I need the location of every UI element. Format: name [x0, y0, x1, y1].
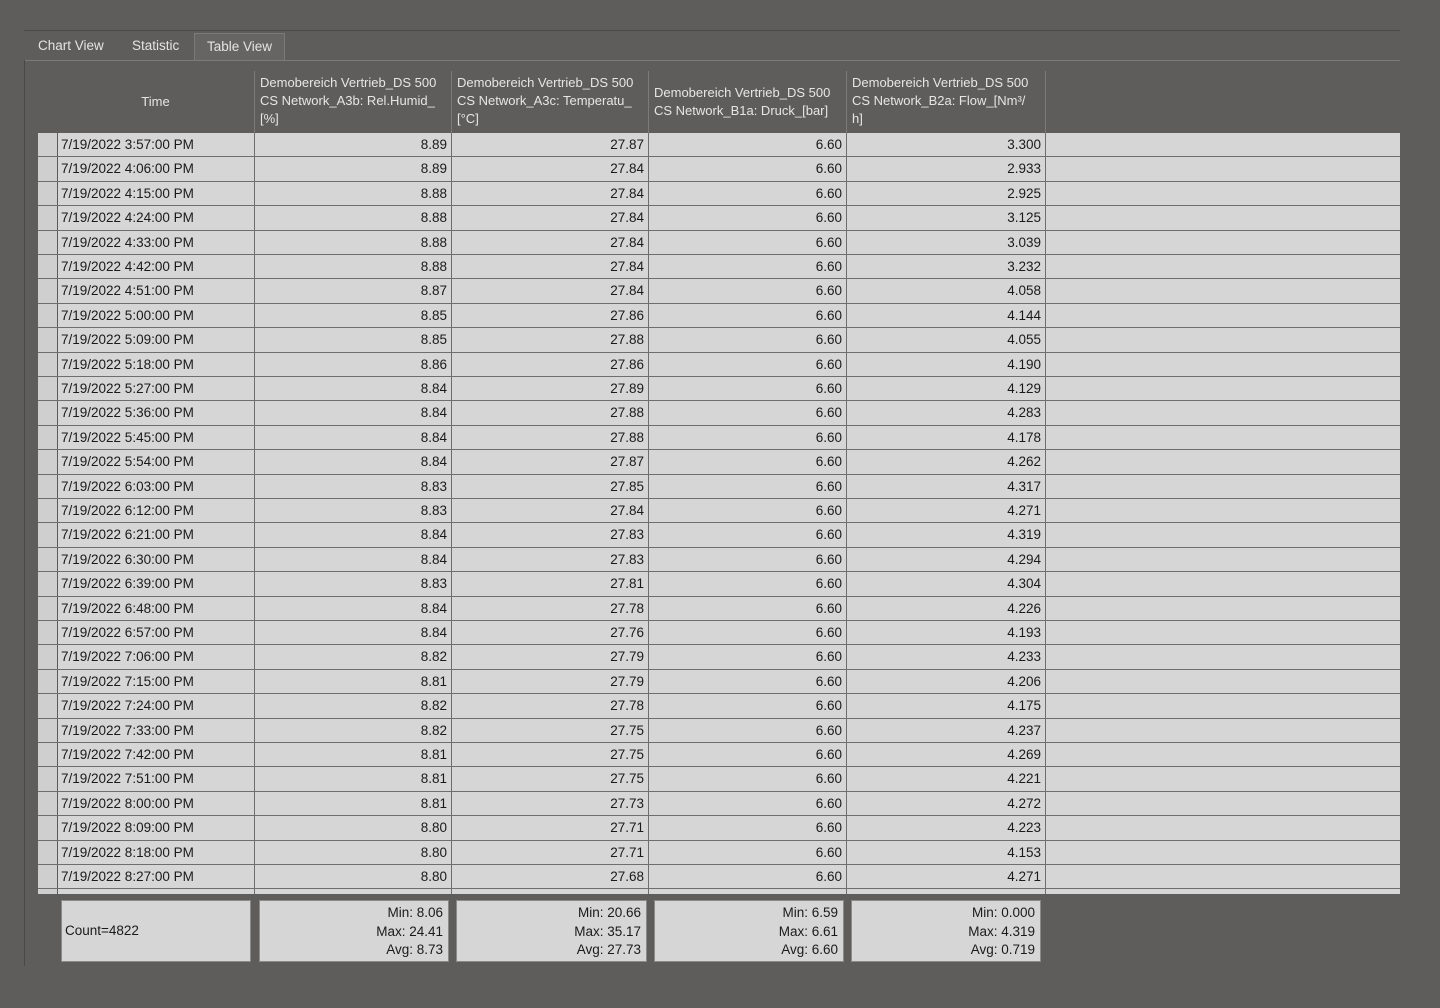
cell-time[interactable]: 7/19/2022 5:36:00 PM: [57, 401, 255, 424]
cell-filler[interactable]: [1046, 133, 1400, 156]
cell-value[interactable]: 6.60: [649, 231, 847, 254]
cell-value[interactable]: 3.300: [847, 133, 1046, 156]
table-row[interactable]: [38, 450, 1400, 474]
cell-value[interactable]: 27.84: [452, 255, 649, 278]
cell-value[interactable]: 27.75: [452, 743, 649, 766]
cell-value[interactable]: 27.83: [452, 523, 649, 546]
cell-value[interactable]: 27.78: [452, 694, 649, 717]
cell-time[interactable]: 7/19/2022 5:00:00 PM: [57, 304, 255, 327]
table-row[interactable]: [38, 670, 1400, 694]
cell-value[interactable]: 27.75: [452, 719, 649, 742]
table-row[interactable]: [38, 743, 1400, 767]
cell-value[interactable]: 8.88: [255, 255, 452, 278]
cell-value[interactable]: 6.60: [649, 377, 847, 400]
cell-time[interactable]: 7/19/2022 8:00:00 PM: [57, 792, 255, 815]
cell-value[interactable]: 6.60: [649, 304, 847, 327]
column-header-line: [°C]: [457, 111, 479, 126]
cell-time[interactable]: 7/19/2022 5:54:00 PM: [57, 450, 255, 473]
cell-filler[interactable]: [1046, 597, 1400, 620]
column-header-flow[interactable]: [847, 71, 1046, 133]
cell-value[interactable]: 4.237: [847, 719, 1046, 742]
cell-value[interactable]: 27.76: [452, 621, 649, 644]
grid-body: [38, 133, 1400, 894]
cell-value[interactable]: 6.60: [649, 865, 847, 888]
table-row[interactable]: [38, 157, 1400, 181]
cell-value[interactable]: 4.272: [847, 792, 1046, 815]
cell-value[interactable]: 4.271: [847, 499, 1046, 522]
cell-value[interactable]: 27.87: [452, 450, 649, 473]
stat-min: Min: 6.59: [782, 905, 838, 920]
cell-value[interactable]: 4.206: [847, 670, 1046, 693]
stat-summary-rel-humid: [259, 900, 449, 962]
cell-time[interactable]: 7/19/2022 6:57:00 PM: [57, 621, 255, 644]
cell-value[interactable]: 4.129: [847, 377, 1046, 400]
cell-filler[interactable]: [1046, 255, 1400, 278]
cell-value[interactable]: 6.60: [649, 792, 847, 815]
cell-value[interactable]: 8.84: [255, 377, 452, 400]
table-row[interactable]: [38, 621, 1400, 645]
cell-value[interactable]: 8.84: [255, 523, 452, 546]
stat-summary-flow: [851, 900, 1041, 962]
cell-value[interactable]: 8.84: [255, 548, 452, 571]
cell-value[interactable]: 4.144: [847, 304, 1046, 327]
cell-value[interactable]: 4.223: [847, 816, 1046, 839]
cell-value[interactable]: 27.73: [452, 792, 649, 815]
cell-filler[interactable]: [1046, 182, 1400, 205]
cell-value[interactable]: 27.86: [452, 353, 649, 376]
column-header-line: Demobereich Vertrieb_DS 500: [260, 75, 437, 90]
cell-value[interactable]: 8.87: [255, 279, 452, 302]
cell-value[interactable]: 4.319: [847, 523, 1046, 546]
cell-value[interactable]: 6.60: [649, 548, 847, 571]
cell-value[interactable]: 6.60: [649, 182, 847, 205]
cell-value[interactable]: 4.193: [847, 621, 1046, 644]
summary-footer: [38, 894, 1400, 966]
column-header-row: [38, 71, 1400, 133]
cell-filler[interactable]: [1046, 475, 1400, 498]
cell-value[interactable]: 4.055: [847, 328, 1046, 351]
cell-value[interactable]: 4.226: [847, 597, 1046, 620]
column-header-druck[interactable]: [649, 71, 847, 133]
cell-value[interactable]: 8.81: [255, 792, 452, 815]
cell-value[interactable]: 6.60: [649, 645, 847, 668]
cell-value[interactable]: 8.85: [255, 304, 452, 327]
cell-value[interactable]: 27.84: [452, 499, 649, 522]
cell-value[interactable]: 3.125: [847, 206, 1046, 229]
cell-value[interactable]: 8.88: [255, 206, 452, 229]
cell-value[interactable]: 27.89: [452, 377, 649, 400]
stat-avg: Avg: 27.73: [576, 942, 641, 957]
stat-max: Max: 4.319: [968, 923, 1035, 939]
cell-value[interactable]: 4.269: [847, 743, 1046, 766]
cell-filler[interactable]: [1046, 206, 1400, 229]
cell-value[interactable]: 8.84: [255, 426, 452, 449]
cell-filler[interactable]: [1046, 816, 1400, 839]
cell-value[interactable]: 27.86: [452, 304, 649, 327]
table-row[interactable]: [38, 279, 1400, 303]
cell-value[interactable]: 8.82: [255, 645, 452, 668]
cell-filler[interactable]: [1046, 621, 1400, 644]
cell-value[interactable]: 6.60: [649, 401, 847, 424]
cell-time[interactable]: 7/19/2022 7:42:00 PM: [57, 743, 255, 766]
cell-time[interactable]: 7/19/2022 4:15:00 PM: [57, 182, 255, 205]
table-row[interactable]: [38, 548, 1400, 572]
cell-time[interactable]: 7/19/2022 4:06:00 PM: [57, 157, 255, 180]
column-header-line: CS Network_B1a: Druck_[bar]: [654, 103, 829, 118]
table-row[interactable]: [38, 645, 1400, 669]
stat-avg: Avg: 8.73: [386, 942, 443, 957]
column-header-line: Demobereich Vertrieb_DS 500: [654, 85, 831, 100]
tab-statistic[interactable]: Statistic: [132, 38, 180, 53]
table-row[interactable]: [38, 401, 1400, 425]
cell-value[interactable]: 27.68: [452, 865, 649, 888]
cell-value[interactable]: 4.304: [847, 572, 1046, 595]
cell-time[interactable]: 7/19/2022 8:18:00 PM: [57, 841, 255, 864]
cell-value[interactable]: 27.88: [452, 426, 649, 449]
cell-value[interactable]: 8.85: [255, 328, 452, 351]
count-summary: [61, 900, 251, 962]
count-value: Count=4822: [65, 922, 139, 938]
cell-time[interactable]: 7/19/2022 8:09:00 PM: [57, 816, 255, 839]
cell-value[interactable]: 6.60: [649, 743, 847, 766]
cell-time[interactable]: 7/19/2022 7:51:00 PM: [57, 767, 255, 790]
cell-filler[interactable]: [1046, 865, 1400, 888]
cell-value[interactable]: 4.178: [847, 426, 1046, 449]
cell-value[interactable]: 8.83: [255, 499, 452, 522]
cell-filler[interactable]: [1046, 279, 1400, 302]
cell-time[interactable]: 7/19/2022 7:33:00 PM: [57, 719, 255, 742]
cell-value[interactable]: 4.221: [847, 767, 1046, 790]
cell-filler[interactable]: [1046, 499, 1400, 522]
cell-filler[interactable]: [1046, 645, 1400, 668]
cell-filler[interactable]: [1046, 572, 1400, 595]
cell-time[interactable]: 7/19/2022 6:12:00 PM: [57, 499, 255, 522]
cell-value[interactable]: 8.89: [255, 157, 452, 180]
column-header-line: CS Network_A3c: Temperatu_: [457, 93, 632, 108]
cell-value[interactable]: 8.88: [255, 231, 452, 254]
cell-value[interactable]: 8.80: [255, 841, 452, 864]
cell-value[interactable]: 8.86: [255, 353, 452, 376]
cell-value[interactable]: 6.60: [649, 841, 847, 864]
table-row[interactable]: [38, 572, 1400, 596]
cell-value[interactable]: 4.190: [847, 353, 1046, 376]
cell-value[interactable]: 27.84: [452, 206, 649, 229]
table-row[interactable]: [38, 353, 1400, 377]
cell-value[interactable]: 4.294: [847, 548, 1046, 571]
tab-table-view[interactable]: Table View: [194, 33, 285, 61]
cell-filler[interactable]: [1046, 401, 1400, 424]
table-row[interactable]: [38, 377, 1400, 401]
column-header-temperature[interactable]: [452, 71, 649, 133]
header-corner[interactable]: [38, 71, 58, 133]
column-header-time[interactable]: [57, 71, 255, 133]
column-header-line: CS Network_A3b: Rel.Humid_: [260, 93, 435, 108]
cell-time[interactable]: 7/19/2022 7:24:00 PM: [57, 694, 255, 717]
cell-value[interactable]: 3.039: [847, 231, 1046, 254]
cell-filler[interactable]: [1046, 523, 1400, 546]
cell-value[interactable]: 8.84: [255, 621, 452, 644]
cell-value[interactable]: 27.81: [452, 572, 649, 595]
cell-value[interactable]: 8.81: [255, 767, 452, 790]
cell-value[interactable]: 6.60: [649, 694, 847, 717]
cell-value[interactable]: 27.75: [452, 767, 649, 790]
cell-value[interactable]: 8.83: [255, 475, 452, 498]
cell-time[interactable]: 7/19/2022 5:09:00 PM: [57, 328, 255, 351]
column-header-line: CS Network_B2a: Flow_[Nm³/: [852, 93, 1026, 108]
cell-time[interactable]: 7/19/2022 7:06:00 PM: [57, 645, 255, 668]
table-row[interactable]: [38, 792, 1400, 816]
cell-time[interactable]: 7/19/2022 4:51:00 PM: [57, 279, 255, 302]
table-row[interactable]: [38, 304, 1400, 328]
cell-value[interactable]: 6.60: [649, 621, 847, 644]
cell-value[interactable]: 4.153: [847, 841, 1046, 864]
cell-time[interactable]: 7/19/2022 6:39:00 PM: [57, 572, 255, 595]
cell-time[interactable]: 7/19/2022 5:45:00 PM: [57, 426, 255, 449]
cell-filler[interactable]: [1046, 377, 1400, 400]
stat-summary-druck: [654, 900, 844, 962]
cell-value[interactable]: 4.317: [847, 475, 1046, 498]
cell-filler[interactable]: [1046, 426, 1400, 449]
cell-value[interactable]: 27.84: [452, 157, 649, 180]
cell-value[interactable]: 6.60: [649, 426, 847, 449]
cell-value[interactable]: 27.78: [452, 597, 649, 620]
cell-value[interactable]: 3.232: [847, 255, 1046, 278]
cell-time[interactable]: 7/19/2022 6:21:00 PM: [57, 523, 255, 546]
cell-filler[interactable]: [1046, 328, 1400, 351]
cell-value[interactable]: 8.84: [255, 450, 452, 473]
table-row[interactable]: [38, 816, 1400, 840]
cell-time[interactable]: 7/19/2022 4:24:00 PM: [57, 206, 255, 229]
cell-time[interactable]: 7/19/2022 8:27:00 PM: [57, 865, 255, 888]
stat-avg: Avg: 6.60: [781, 942, 838, 957]
cell-value[interactable]: 4.262: [847, 450, 1046, 473]
cell-value[interactable]: 4.271: [847, 865, 1046, 888]
cell-value[interactable]: 6.60: [649, 499, 847, 522]
cell-value[interactable]: 6.60: [649, 328, 847, 351]
stat-min: Min: 20.66: [577, 905, 641, 920]
cell-time[interactable]: 7/19/2022 6:48:00 PM: [57, 597, 255, 620]
cell-value[interactable]: 6.60: [649, 255, 847, 278]
cell-filler[interactable]: [1046, 792, 1400, 815]
table-row[interactable]: [38, 694, 1400, 718]
cell-filler[interactable]: [1046, 450, 1400, 473]
cell-filler[interactable]: [1046, 157, 1400, 180]
column-header-line: Demobereich Vertrieb_DS 500: [457, 75, 634, 90]
cell-value[interactable]: 6.60: [649, 670, 847, 693]
cell-value[interactable]: 8.82: [255, 719, 452, 742]
cell-value[interactable]: 27.84: [452, 279, 649, 302]
table-row[interactable]: [38, 182, 1400, 206]
data-grid: [38, 71, 1400, 894]
cell-value[interactable]: 6.60: [649, 597, 847, 620]
table-row[interactable]: [38, 255, 1400, 279]
cell-value[interactable]: 6.60: [649, 719, 847, 742]
stat-max: Max: 24.41: [376, 923, 443, 939]
cell-value[interactable]: 4.283: [847, 401, 1046, 424]
tab-chart-view[interactable]: Chart View: [38, 38, 104, 53]
table-row[interactable]: [38, 865, 1400, 889]
cell-filler[interactable]: [1046, 353, 1400, 376]
column-header-rel-humid[interactable]: [255, 71, 452, 133]
cell-value[interactable]: 6.60: [649, 523, 847, 546]
table-row[interactable]: [38, 133, 1400, 157]
tab-strip: [24, 30, 1400, 61]
cell-time[interactable]: 7/19/2022 3:57:00 PM: [57, 133, 255, 156]
cell-filler[interactable]: [1046, 304, 1400, 327]
stat-min: Min: 0.000: [971, 905, 1035, 920]
stat-min: Min: 8.06: [387, 905, 443, 920]
cell-value[interactable]: 8.84: [255, 597, 452, 620]
cell-filler[interactable]: [1046, 694, 1400, 717]
table-row[interactable]: [38, 499, 1400, 523]
cell-value[interactable]: 6.60: [649, 767, 847, 790]
cell-value[interactable]: 8.81: [255, 670, 452, 693]
cell-value[interactable]: 8.82: [255, 694, 452, 717]
table-row[interactable]: [38, 231, 1400, 255]
cell-value[interactable]: 6.60: [649, 157, 847, 180]
cell-time[interactable]: 7/19/2022 7:15:00 PM: [57, 670, 255, 693]
stat-max: Max: 6.61: [778, 923, 838, 939]
stat-summary-temperature: [456, 900, 647, 962]
cell-value[interactable]: 4.175: [847, 694, 1046, 717]
cell-value[interactable]: 27.79: [452, 645, 649, 668]
cell-value[interactable]: 2.933: [847, 157, 1046, 180]
cell-time[interactable]: 7/19/2022 5:27:00 PM: [57, 377, 255, 400]
cell-value[interactable]: 8.80: [255, 865, 452, 888]
cell-value[interactable]: 6.60: [649, 279, 847, 302]
cell-value[interactable]: 27.83: [452, 548, 649, 571]
cell-value[interactable]: 27.84: [452, 231, 649, 254]
cell-value[interactable]: 6.60: [649, 450, 847, 473]
cell-value[interactable]: 27.88: [452, 401, 649, 424]
cell-filler[interactable]: [1046, 719, 1400, 742]
cell-filler[interactable]: [1046, 231, 1400, 254]
cell-value[interactable]: 27.85: [452, 475, 649, 498]
cell-value[interactable]: 6.60: [649, 572, 847, 595]
table-row[interactable]: [38, 767, 1400, 791]
cell-value[interactable]: 8.89: [255, 133, 452, 156]
cell-time[interactable]: 7/19/2022 6:03:00 PM: [57, 475, 255, 498]
cell-time[interactable]: 7/19/2022 6:30:00 PM: [57, 548, 255, 571]
table-row[interactable]: [38, 597, 1400, 621]
cell-value[interactable]: 6.60: [649, 475, 847, 498]
cell-value[interactable]: 8.81: [255, 743, 452, 766]
cell-time[interactable]: 7/19/2022 4:33:00 PM: [57, 231, 255, 254]
cell-value[interactable]: 27.84: [452, 182, 649, 205]
table-row[interactable]: [38, 841, 1400, 865]
cell-value[interactable]: 8.88: [255, 182, 452, 205]
stat-avg: Avg: 0.719: [970, 942, 1035, 957]
cell-value[interactable]: 27.71: [452, 816, 649, 839]
column-header-label: Time: [141, 94, 170, 109]
cell-value[interactable]: 4.233: [847, 645, 1046, 668]
cell-value[interactable]: 8.83: [255, 572, 452, 595]
cell-value[interactable]: 6.60: [649, 353, 847, 376]
table-row[interactable]: [38, 523, 1400, 547]
cell-filler[interactable]: [1046, 548, 1400, 571]
cell-value[interactable]: 8.80: [255, 816, 452, 839]
cell-value[interactable]: 6.60: [649, 133, 847, 156]
cell-value[interactable]: 4.058: [847, 279, 1046, 302]
column-header-line: Demobereich Vertrieb_DS 500: [852, 75, 1029, 90]
cell-time[interactable]: 7/19/2022 5:18:00 PM: [57, 353, 255, 376]
cell-value[interactable]: 27.71: [452, 841, 649, 864]
column-header-line: [%]: [260, 111, 279, 126]
cell-value[interactable]: 27.88: [452, 328, 649, 351]
cell-value[interactable]: 6.60: [649, 206, 847, 229]
cell-value[interactable]: 2.925: [847, 182, 1046, 205]
table-row[interactable]: [38, 426, 1400, 450]
stat-max: Max: 35.17: [574, 923, 641, 939]
table-row[interactable]: [38, 206, 1400, 230]
cell-filler[interactable]: [1046, 743, 1400, 766]
table-row[interactable]: [38, 328, 1400, 352]
table-row[interactable]: [38, 475, 1400, 499]
cell-value[interactable]: 6.60: [649, 816, 847, 839]
table-row[interactable]: [38, 719, 1400, 743]
cell-value[interactable]: 27.87: [452, 133, 649, 156]
cell-value[interactable]: 27.79: [452, 670, 649, 693]
cell-filler[interactable]: [1046, 841, 1400, 864]
cell-filler[interactable]: [1046, 767, 1400, 790]
column-header-line: h]: [852, 111, 863, 126]
cell-value[interactable]: 8.84: [255, 401, 452, 424]
cell-filler[interactable]: [1046, 670, 1400, 693]
cell-time[interactable]: 7/19/2022 4:42:00 PM: [57, 255, 255, 278]
